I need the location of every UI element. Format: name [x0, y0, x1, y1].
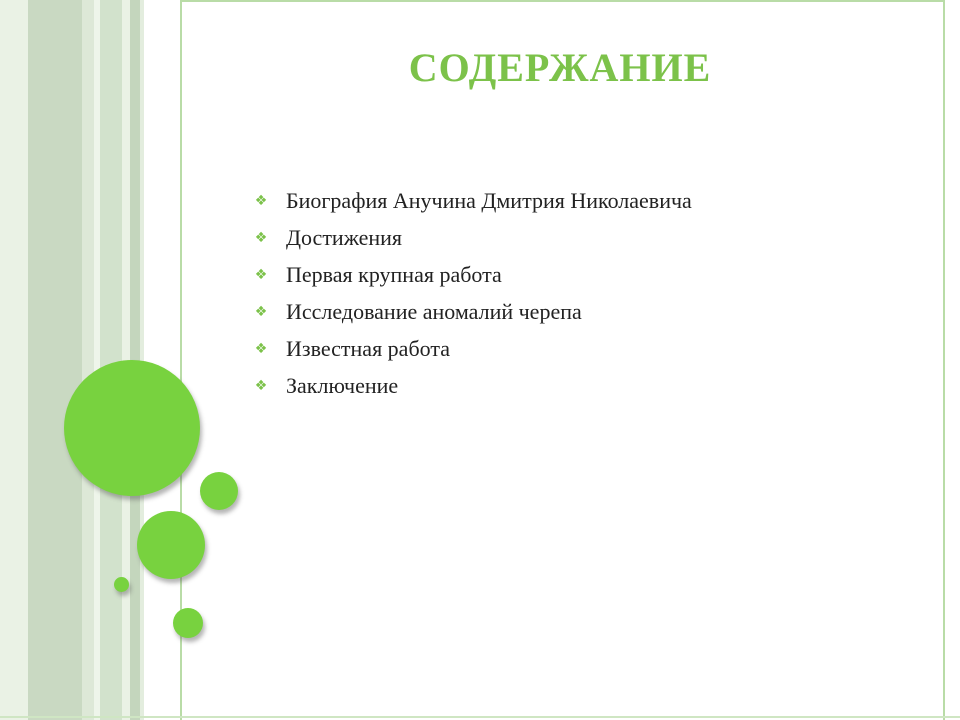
diamond-bullet-icon: ❖ — [254, 340, 268, 357]
decor-line-top — [180, 0, 945, 2]
diamond-bullet-icon: ❖ — [254, 192, 268, 209]
list-item — [250, 256, 692, 293]
decor-stripe — [82, 0, 94, 720]
list-item — [250, 330, 692, 367]
diamond-bullet-icon: ❖ — [254, 377, 268, 394]
list-item-label: Заключение — [286, 372, 399, 398]
decor-stripe — [28, 0, 82, 720]
decor-line-bottom — [0, 716, 960, 718]
list-item-label: Первая крупная работа — [286, 261, 502, 287]
diamond-bullet-icon: ❖ — [254, 266, 268, 283]
list-item-label: Известная работа — [286, 335, 451, 361]
list-item — [250, 367, 692, 404]
list-item — [250, 182, 692, 219]
list-item-label: Достижения — [286, 224, 403, 250]
decor-circle-small — [173, 608, 203, 638]
decor-circle-large — [64, 360, 200, 496]
list-item-label: Биография Анучина Дмитрия Николаевича — [286, 187, 692, 213]
decor-circle-tiny — [114, 577, 129, 592]
list-item — [250, 293, 692, 330]
decor-line-right — [943, 0, 945, 720]
decor-circle-medium — [137, 511, 205, 579]
decor-stripe — [0, 0, 28, 720]
slide-title: СОДЕРЖАНИЕ — [408, 45, 712, 90]
decor-stripe — [100, 0, 122, 720]
list-item-label: Исследование аномалий черепа — [286, 298, 582, 324]
list-item — [250, 219, 692, 256]
decor-circle-small — [200, 472, 238, 510]
diamond-bullet-icon: ❖ — [254, 303, 268, 320]
contents-list — [250, 182, 692, 404]
diamond-bullet-icon: ❖ — [254, 229, 268, 246]
